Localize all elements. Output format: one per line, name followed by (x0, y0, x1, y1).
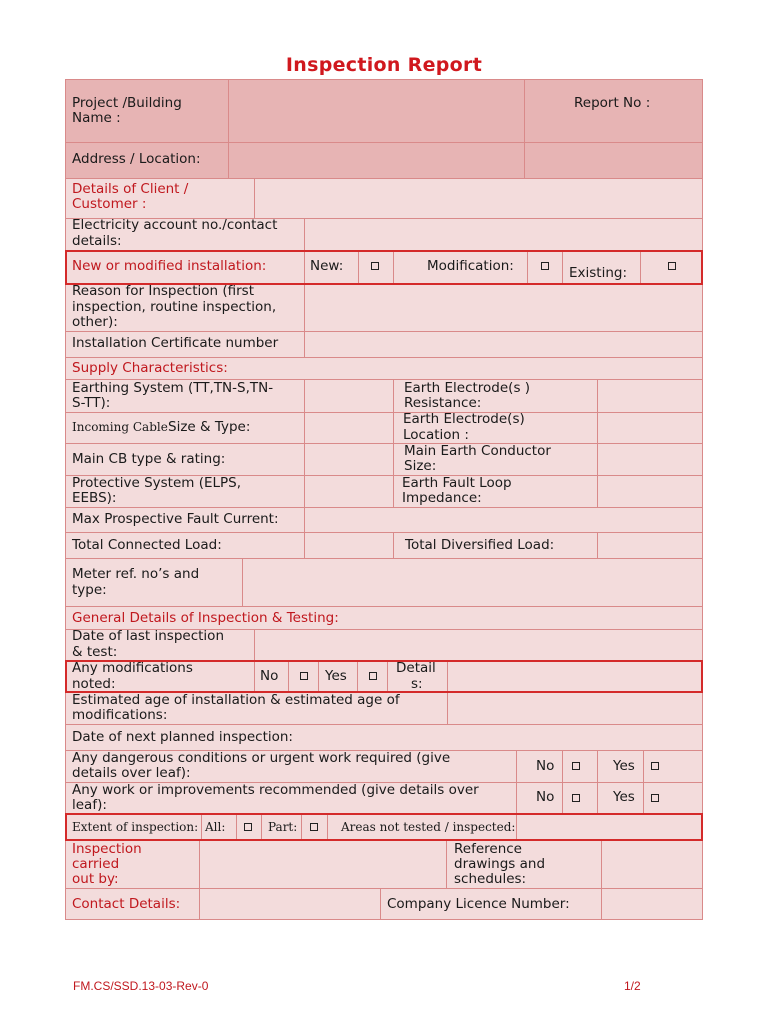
electrode-resistance-label: Resistance: (404, 395, 482, 411)
address-location-label: Address / Location: (72, 151, 201, 167)
next-inspection-input[interactable] (448, 725, 702, 750)
column-divider (562, 750, 563, 814)
contact-details-input[interactable] (200, 889, 380, 920)
earthing-system-input[interactable] (305, 380, 393, 412)
modifications-no-label: No (260, 668, 279, 684)
improvements-no-label: No (536, 789, 555, 805)
installation-type-label: New or modified installation: (72, 258, 267, 274)
extent-part-checkbox[interactable] (310, 823, 318, 831)
reason-label: other): (72, 314, 118, 330)
report-no-label: Report No : (574, 95, 651, 111)
meter-ref-label: Meter ref. no’s and (72, 566, 200, 582)
improvements-no-checkbox[interactable] (572, 794, 580, 802)
improvements-yes-label: Yes (613, 789, 635, 805)
dangerous-conditions-label: Any dangerous conditions or urgent work required (give (72, 750, 451, 766)
incoming-cable-label: Size & Type: (168, 419, 251, 435)
reference-drawings-label: drawings and (454, 856, 546, 872)
client-details-label: Details of Client / (72, 181, 189, 197)
areas-not-tested-input[interactable] (517, 815, 702, 840)
modification-checkbox[interactable] (541, 262, 549, 270)
electrode-resistance-label: Earth Electrode(s ) (404, 380, 531, 396)
incoming-cable-label: Incoming Cable (72, 420, 168, 434)
improvements-label: Any work or improvements recommended (give details over (72, 782, 479, 798)
new-label: New: (310, 258, 344, 274)
last-inspection-label: & test: (72, 644, 118, 660)
modifications-label: noted: (72, 676, 116, 692)
details-label: s: (411, 676, 423, 692)
existing-checkbox[interactable] (668, 262, 676, 270)
protective-system-input[interactable] (305, 476, 393, 507)
reference-drawings-input[interactable] (602, 841, 702, 888)
dangerous-yes-label: Yes (613, 758, 635, 774)
main-cb-label: Main CB type & rating: (72, 451, 226, 467)
report-no-input[interactable] (525, 120, 702, 142)
fault-loop-label: Impedance: (402, 490, 482, 506)
electricity-account-label: Electricity account no./contact (72, 217, 278, 233)
modifications-yes-label: Yes (325, 668, 347, 684)
age-input[interactable] (448, 693, 702, 724)
improvements-yes-checkbox[interactable] (651, 794, 659, 802)
incoming-cable-input[interactable] (305, 413, 393, 443)
row-divider (66, 606, 703, 607)
earthing-system-label: Earthing System (TT,TN-S,TN- (72, 380, 274, 396)
protective-system-label: EEBS): (72, 490, 117, 506)
improvements-label: leaf): (72, 797, 107, 813)
reference-drawings-label: schedules: (454, 871, 527, 887)
modification-details-input[interactable] (448, 662, 702, 692)
extent-all-label: All: (205, 820, 226, 834)
form-code: FM.CS/SSD.13-03-Rev-0 (73, 979, 209, 993)
general-heading: General Details of Inspection & Testing: (72, 610, 339, 626)
total-connected-label: Total Connected Load: (72, 537, 222, 553)
protective-system-label: Protective System (ELPS, (72, 475, 242, 491)
extent-label: Extent of inspection: (72, 820, 199, 834)
areas-not-tested-label: Areas not tested / inspected: (341, 820, 516, 834)
column-divider (393, 379, 394, 507)
licence-number-input[interactable] (602, 889, 702, 920)
fault-loop-input[interactable] (598, 476, 702, 507)
total-diversified-input[interactable] (598, 533, 702, 558)
main-earth-input[interactable] (598, 444, 702, 475)
fault-loop-label: Earth Fault Loop (402, 475, 512, 491)
modifications-yes-checkbox[interactable] (369, 672, 377, 680)
modifications-no-checkbox[interactable] (300, 672, 308, 680)
existing-label: Existing: (569, 265, 628, 281)
main-earth-label: Size: (404, 458, 437, 474)
inspection-carried-by-input[interactable] (200, 841, 446, 888)
details-label: Detail (396, 660, 436, 676)
electrode-resistance-input[interactable] (598, 380, 702, 412)
contact-details-label: Contact Details: (72, 896, 181, 912)
project-building-label: Project /Building (72, 95, 182, 111)
age-label: modifications: (72, 707, 168, 723)
project-building-label: Name : (72, 110, 121, 126)
column-divider (393, 532, 394, 558)
extent-part-label: Part: (268, 820, 298, 834)
electrode-location-label: Location : (403, 427, 469, 443)
project-building-name-input[interactable] (229, 80, 524, 142)
reason-input[interactable] (305, 285, 702, 331)
meter-ref-input[interactable] (243, 559, 702, 606)
address-location-input[interactable] (229, 143, 702, 178)
page-title: Inspection Report (285, 54, 483, 76)
age-label: Estimated age of installation & estimated age of (72, 692, 400, 708)
main-cb-input[interactable] (305, 444, 393, 475)
certificate-number-input[interactable] (305, 332, 702, 357)
earthing-system-label: S-TT): (72, 395, 111, 411)
max-fault-input[interactable] (305, 508, 702, 532)
next-inspection-label: Date of next planned inspection: (72, 729, 293, 745)
dangerous-yes-checkbox[interactable] (651, 762, 659, 770)
dangerous-no-label: No (536, 758, 555, 774)
modification-label: Modification: (427, 258, 514, 274)
last-inspection-label: Date of last inspection (72, 628, 225, 644)
column-divider (516, 750, 517, 814)
column-divider (643, 750, 644, 814)
inspection-carried-by-label: Inspection (72, 841, 142, 857)
last-inspection-input[interactable] (255, 630, 702, 661)
column-divider (380, 888, 381, 920)
inspection-carried-by-label: out by: (72, 871, 119, 887)
modifications-label: Any modifications (72, 660, 193, 676)
total-diversified-label: Total Diversified Load: (405, 537, 555, 553)
electricity-account-label: details: (72, 233, 122, 249)
total-connected-input[interactable] (305, 533, 393, 558)
row-divider (66, 357, 703, 358)
column-divider (446, 840, 447, 888)
electricity-account-input[interactable] (305, 219, 702, 251)
dangerous-no-checkbox[interactable] (572, 762, 580, 770)
main-earth-label: Main Earth Conductor (404, 443, 551, 459)
certificate-number-label: Installation Certificate number (72, 335, 279, 351)
reason-label: inspection, routine inspection, (72, 299, 277, 315)
extent-all-checkbox[interactable] (244, 823, 252, 831)
max-fault-label: Max Prospective Fault Current: (72, 511, 279, 527)
dangerous-conditions-label: details over leaf): (72, 765, 191, 781)
electrode-location-label: Earth Electrode(s) (403, 411, 525, 427)
licence-number-label: Company Licence Number: (387, 896, 570, 912)
new-checkbox[interactable] (371, 262, 379, 270)
column-divider (597, 750, 598, 814)
reference-drawings-label: Reference (454, 841, 522, 857)
inspection-carried-by-label: carried (72, 856, 120, 872)
meter-ref-label: type: (72, 582, 107, 598)
page-number: 1/2 (624, 979, 641, 993)
client-details-input[interactable] (255, 179, 702, 218)
reason-label: Reason for Inspection (first (72, 283, 255, 299)
supply-heading: Supply Characteristics: (72, 360, 228, 376)
electrode-location-input[interactable] (598, 413, 702, 443)
client-details-label: Customer : (72, 196, 147, 212)
